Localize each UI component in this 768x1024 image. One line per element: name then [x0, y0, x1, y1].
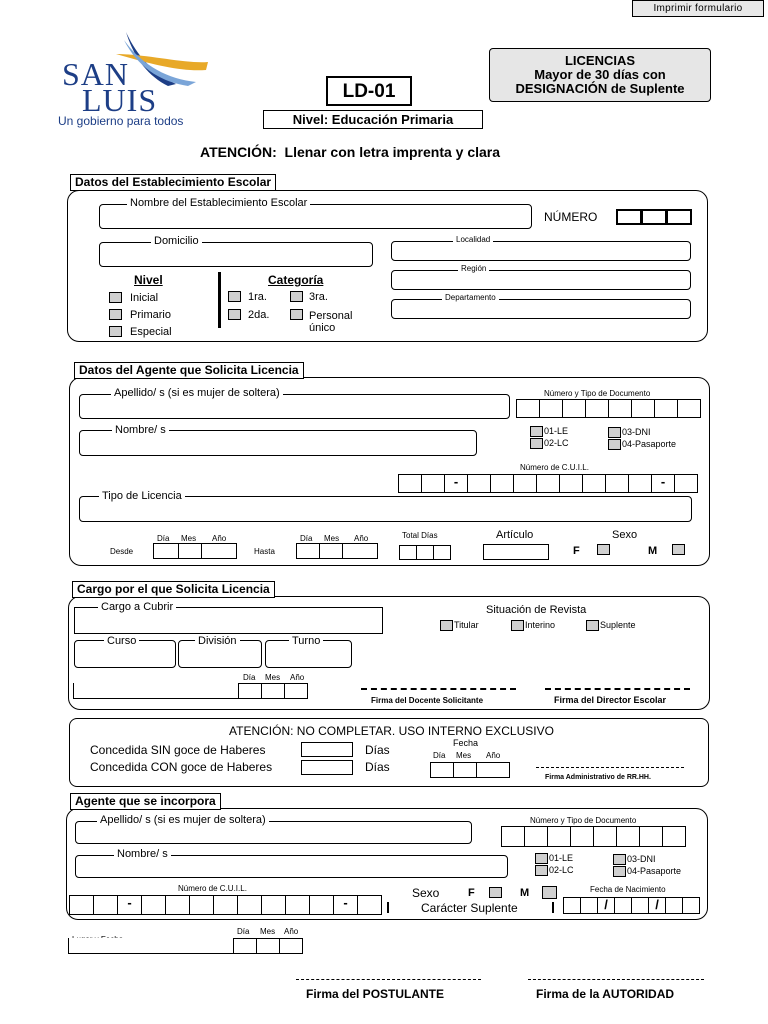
firma-postulante-line — [296, 979, 481, 980]
cat-3ra-checkbox[interactable] — [290, 291, 303, 302]
inc-doc-lc-checkbox[interactable] — [535, 865, 548, 876]
firma-director-line — [545, 688, 690, 690]
tipo-licencia-label: Tipo de Licencia — [99, 491, 185, 502]
inc-doc-dni-checkbox[interactable] — [613, 854, 626, 865]
inc-sexo-label: Sexo — [412, 886, 440, 900]
cargo-dia-label: Día — [243, 673, 256, 682]
inc-caracter-label: Carácter Suplente — [421, 901, 518, 915]
sit-interino-checkbox[interactable] — [511, 620, 524, 631]
firma-autoridad-label: Firma de la AUTORIDAD — [536, 987, 675, 1001]
uso-fecha-cells[interactable] — [430, 762, 509, 778]
hasta-cells[interactable] — [296, 543, 377, 559]
section4-title: ATENCIÓN: NO COMPLETAR. USO INTERNO EXCLUSIVO — [229, 724, 554, 738]
inc-cuil-end-bar — [387, 902, 389, 913]
header-line-3: DESIGNACIÓN de Suplente — [515, 81, 685, 96]
inc-doc-lc-label: 02-LC — [549, 865, 574, 875]
header-line-2: Mayor de 30 días con — [534, 67, 666, 82]
hasta-mes-label: Mes — [324, 534, 340, 543]
hasta-dia-label: Día — [300, 534, 313, 543]
sexo-label: Sexo — [612, 529, 638, 541]
sin-goce-field[interactable] — [301, 742, 353, 757]
firma-docente-line — [361, 688, 516, 690]
nivel-inicial-checkbox[interactable] — [109, 292, 122, 303]
division-label: División — [195, 636, 240, 647]
inc-doc-dni-label: 03-DNI — [627, 854, 656, 864]
uso-anio-label: Año — [486, 751, 501, 760]
section2-title: Datos del Agente que Solicita Licencia — [74, 362, 304, 379]
inc-doc-pasaporte-label: 04-Pasaporte — [627, 866, 682, 876]
hasta-label: Hasta — [254, 547, 275, 556]
sin-goce-label: Concedida SIN goce de Haberes — [90, 743, 266, 757]
logo-tagline: Un gobierno para todos — [58, 114, 184, 128]
nombre-establecimiento-label: Nombre del Establecimiento Escolar — [127, 198, 310, 209]
footer-lugar-field[interactable] — [68, 938, 234, 954]
total-dias-label: Total Días — [402, 531, 438, 540]
domicilio-field[interactable] — [99, 242, 373, 267]
footer-fecha-cells[interactable] — [233, 938, 302, 954]
inc-sexo-f-label: F — [468, 887, 475, 899]
cargo-fecha-cells[interactable] — [238, 683, 307, 699]
articulo-label: Artículo — [496, 529, 534, 541]
doc-dni-label: 03-DNI — [622, 427, 651, 437]
cat-1ra-checkbox[interactable] — [228, 291, 241, 302]
inc-doc-label: Número y Tipo de Documento — [530, 816, 637, 825]
doc-le-label: 01-LE — [544, 426, 569, 436]
desde-label: Desde — [110, 547, 134, 556]
localidad-label: Localidad — [453, 236, 493, 244]
section3-title: Cargo por el que Solicita Licencia — [72, 581, 275, 598]
con-goce-dias-label: Días — [365, 760, 390, 774]
situacion-label: Situación de Revista — [486, 604, 587, 616]
desde-dia-label: Día — [157, 534, 170, 543]
uso-dia-label: Día — [433, 751, 446, 760]
print-button[interactable]: Imprimir formulario — [632, 0, 764, 17]
sexo-m-checkbox[interactable] — [672, 544, 685, 555]
cat-personal-checkbox[interactable] — [290, 309, 303, 320]
numero-label: NÚMERO — [544, 210, 598, 224]
logo-luis: LUIS — [82, 82, 158, 118]
categoria-title: Categoría — [268, 273, 324, 287]
firma-admin-label: Firma Administrativo de RR.HH. — [545, 774, 651, 781]
cargo-anio-label: Año — [290, 673, 305, 682]
cat-unico-label: único — [309, 322, 336, 334]
inc-doc-le-checkbox[interactable] — [535, 853, 548, 864]
apellido-label: Apellido/ s (si es mujer de soltera) — [111, 388, 283, 399]
nivel-title: Nivel — [134, 273, 163, 287]
doc-label: Número y Tipo de Documento — [544, 389, 651, 398]
firma-postulante-label: Firma del POSTULANTE — [306, 987, 445, 1001]
header-box — [489, 48, 711, 102]
sexo-f-checkbox[interactable] — [597, 544, 610, 555]
total-dias-cells[interactable] — [399, 545, 450, 560]
inc-cuil-cells[interactable]: - - — [69, 895, 381, 915]
doc-pasaporte-label: 04-Pasaporte — [622, 439, 677, 449]
desde-anio-label: Año — [212, 534, 227, 543]
curso-label: Curso — [104, 636, 139, 647]
inc-apellido-label: Apellido/ s (si es mujer de soltera) — [97, 815, 269, 826]
sexo-f-label: F — [573, 545, 580, 557]
doc-le-checkbox[interactable] — [530, 426, 543, 437]
inc-doc-cells[interactable] — [501, 826, 685, 847]
cat-2da-label: 2da. — [248, 309, 270, 321]
uso-mes-label: Mes — [456, 751, 472, 760]
cargo-mes-label: Mes — [265, 673, 281, 682]
inc-sexo-m-label: M — [520, 887, 530, 899]
domicilio-label: Domicilio — [151, 236, 202, 247]
doc-pasaporte-checkbox[interactable] — [608, 439, 621, 450]
desde-cells[interactable] — [153, 543, 236, 559]
inc-nacimiento-cells[interactable]: / / — [563, 897, 699, 914]
departamento-label: Departamento — [442, 294, 499, 302]
footer-anio-label: Año — [284, 927, 299, 936]
inc-nombre-label: Nombre/ s — [114, 849, 171, 860]
nivel-primario-label: Primario — [130, 309, 171, 321]
cat-1ra-label: 1ra. — [248, 291, 267, 303]
sexo-m-label: M — [648, 545, 658, 557]
con-goce-field[interactable] — [301, 760, 353, 775]
con-goce-label: Concedida CON goce de Haberes — [90, 760, 273, 774]
nivel-divider — [218, 272, 221, 328]
section1-title: Datos del Establecimiento Escolar — [70, 174, 276, 191]
doc-lc-label: 02-LC — [544, 438, 569, 448]
hasta-anio-label: Año — [354, 534, 369, 543]
nivel-primario-checkbox[interactable] — [109, 309, 122, 320]
sit-interino-label: Interino — [525, 620, 556, 630]
firma-director-label: Firma del Director Escolar — [554, 695, 667, 705]
sit-suplente-checkbox[interactable] — [586, 620, 599, 631]
inc-doc-le-label: 01-LE — [549, 853, 574, 863]
header-line-1: LICENCIAS — [564, 53, 636, 68]
cargo-lugar-field[interactable] — [73, 683, 239, 699]
cat-personal-label: Personal — [309, 310, 353, 322]
nivel-inicial-label: Inicial — [130, 292, 159, 304]
sit-titular-checkbox[interactable] — [440, 620, 453, 631]
region-field[interactable] — [391, 270, 691, 290]
section5-title: Agente que se incorpora — [70, 793, 221, 810]
cargo-label: Cargo a Cubrir — [98, 602, 176, 613]
firma-admin-line — [536, 767, 684, 768]
turno-label: Turno — [289, 636, 323, 647]
sin-goce-dias-label: Días — [365, 743, 390, 757]
departamento-field[interactable] — [391, 299, 691, 319]
nombre-label: Nombre/ s — [112, 425, 169, 436]
cat-2da-checkbox[interactable] — [228, 309, 241, 320]
articulo-field[interactable] — [483, 544, 549, 560]
doc-dni-checkbox[interactable] — [608, 427, 621, 438]
inc-nacimiento-label: Fecha de Nacimiento — [590, 885, 666, 894]
sit-suplente-label: Suplente — [600, 620, 636, 630]
doc-lc-checkbox[interactable] — [530, 438, 543, 449]
san-luis-logo — [56, 24, 216, 128]
footer-mes-label: Mes — [260, 927, 276, 936]
inc-doc-pasaporte-checkbox[interactable] — [613, 866, 626, 877]
inc-cuil-label: Número de C.U.I.L. — [178, 884, 247, 893]
footer-dia-label: Día — [237, 927, 250, 936]
firma-docente-label: Firma del Docente Solicitante — [371, 696, 484, 705]
cuil-label: Número de C.U.I.L. — [520, 463, 589, 472]
level-label: Nivel: Educación Primaria — [263, 110, 483, 129]
sit-titular-label: Titular — [454, 620, 479, 630]
doc-cells[interactable] — [516, 399, 700, 418]
logo-san: SAN — [62, 56, 130, 92]
inc-sexo-m-checkbox[interactable] — [542, 886, 557, 899]
attention-notice: ATENCIÓN: Llenar con letra imprenta y clara — [200, 144, 501, 160]
region-label: Región — [458, 265, 489, 273]
inc-sexo-f-checkbox[interactable] — [489, 887, 502, 898]
form-code: LD-01 — [326, 76, 412, 106]
cat-3ra-label: 3ra. — [309, 291, 328, 303]
localidad-field[interactable] — [391, 241, 691, 261]
nivel-especial-label: Especial — [130, 326, 172, 338]
firma-autoridad-line — [528, 979, 704, 980]
numero-cells[interactable] — [616, 209, 691, 225]
inc-caracter-bar — [552, 902, 554, 913]
desde-mes-label: Mes — [181, 534, 197, 543]
cuil-cells[interactable]: - - — [398, 474, 697, 493]
nivel-especial-checkbox[interactable] — [109, 326, 122, 337]
uso-fecha-label: Fecha — [453, 738, 479, 748]
